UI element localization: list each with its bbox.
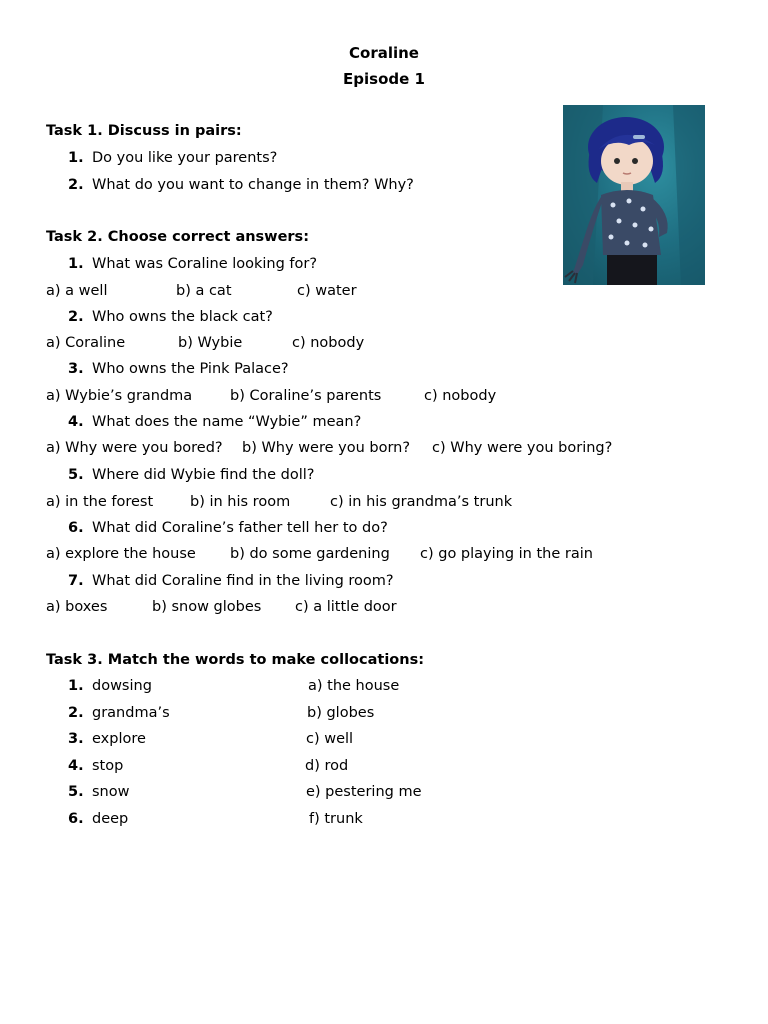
answer-option: a) Wybie’s grandma bbox=[46, 388, 193, 404]
page-title: Coraline bbox=[349, 44, 419, 62]
answer-option: b) Why were you born? bbox=[242, 440, 411, 456]
answer-option: b) in his room bbox=[190, 494, 291, 510]
answer-option: b) Coraline’s parents bbox=[230, 388, 382, 404]
collocation-left-item: 5. snow bbox=[68, 784, 130, 800]
collocation-right-item: e) pestering me bbox=[306, 784, 422, 800]
answer-option: a) boxes bbox=[46, 599, 108, 615]
collocation-left-item: 6. deep bbox=[68, 811, 129, 827]
answer-option: c) Why were you boring? bbox=[432, 440, 613, 456]
collocation-right-item: f) trunk bbox=[309, 811, 363, 827]
answer-option: a) Coraline bbox=[46, 335, 126, 351]
answer-option: c) water bbox=[297, 283, 357, 299]
answer-option: b) do some gardening bbox=[230, 546, 390, 562]
collocation-right-item: d) rod bbox=[305, 758, 349, 774]
page-subtitle: Episode 1 bbox=[343, 70, 425, 88]
answer-option: a) Why were you bored? bbox=[46, 440, 223, 456]
task3-heading: Task 3. Match the words to make collocations: bbox=[46, 652, 425, 668]
task2-question: 6. What did Coraline’s father tell her to do? bbox=[68, 520, 388, 536]
answer-option: b) a cat bbox=[176, 283, 232, 299]
collocation-left-item: 1. dowsing bbox=[68, 678, 152, 694]
task1-question: 1. Do you like your parents? bbox=[68, 150, 278, 166]
collocation-left-item: 2. grandma’s bbox=[68, 705, 170, 721]
answer-option: a) in the forest bbox=[46, 494, 154, 510]
task2-heading: Task 2. Choose correct answers: bbox=[46, 229, 309, 245]
answer-option: a) a well bbox=[46, 283, 108, 299]
answer-option: b) Wybie bbox=[178, 335, 243, 351]
collocation-right-item: c) well bbox=[306, 731, 354, 747]
answer-option: c) go playing in the rain bbox=[420, 546, 593, 562]
answer-option: b) snow globes bbox=[152, 599, 262, 615]
collocation-left-item: 4. stop bbox=[68, 758, 124, 774]
task2-question: 3. Who owns the Pink Palace? bbox=[68, 361, 289, 377]
collocation-right-item: a) the house bbox=[308, 678, 400, 694]
task1-question: 2. What do you want to change in them? Why? bbox=[68, 177, 414, 193]
answer-option: a) explore the house bbox=[46, 546, 196, 562]
coraline-doll-illustration-icon bbox=[563, 105, 705, 285]
task2-question: 2. Who owns the black cat? bbox=[68, 309, 273, 325]
task2-question: 7. What did Coraline find in the living room? bbox=[68, 573, 394, 589]
answer-option: c) nobody bbox=[292, 335, 365, 351]
task1-heading: Task 1. Discuss in pairs: bbox=[46, 123, 242, 139]
answer-option: c) a little door bbox=[295, 599, 397, 615]
collocation-left-item: 3. explore bbox=[68, 731, 146, 747]
answer-option: c) nobody bbox=[424, 388, 497, 404]
collocation-right-item: b) globes bbox=[307, 705, 375, 721]
answer-option: c) in his grandma’s trunk bbox=[330, 494, 513, 510]
task2-question: 4. What does the name “Wybie” mean? bbox=[68, 414, 362, 430]
coraline-illustration bbox=[563, 105, 705, 285]
task2-question: 1. What was Coraline looking for? bbox=[68, 256, 318, 272]
task2-question: 5. Where did Wybie find the doll? bbox=[68, 467, 315, 483]
